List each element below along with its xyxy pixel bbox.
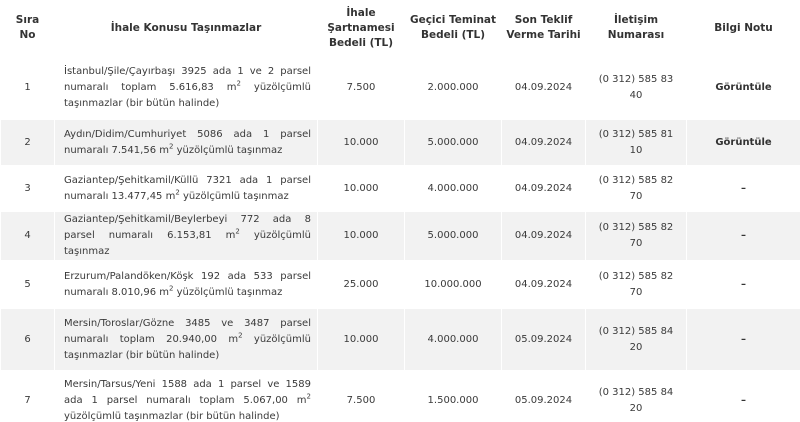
no-note-dash: – — [741, 394, 746, 406]
table-row — [1, 309, 800, 371]
cell-teminat: 1.500.000 — [405, 371, 502, 422]
header-teminat-line1: Geçici Teminat — [409, 14, 497, 26]
subject-text: Erzurum/Palandöken/Köşk 192 ada 533 parsel numaralı 8.010,96 m — [64, 270, 311, 298]
table-row — [1, 371, 800, 422]
cell-tarih: 04.09.2024 — [502, 212, 586, 261]
header-iletisim — [586, 1, 687, 56]
cell-no: 4 — [1, 212, 55, 261]
header-bilgi-label: Bilgi Notu — [714, 21, 773, 34]
header-konu-label: İhale Konusu Taşınmazlar — [110, 21, 262, 34]
cell-telefon: (0 312) 585 83 40 — [586, 56, 687, 120]
subject-text-end: yüzölçümlü taşınmaz — [173, 144, 283, 156]
table-row — [1, 166, 800, 212]
cell-sartname: 10.000 — [318, 309, 405, 371]
header-sartname-line3: Bedeli (TL) — [328, 36, 394, 49]
cell-no: 7 — [1, 371, 55, 422]
cell-subject — [55, 166, 318, 212]
cell-sartname: 7.500 — [318, 56, 405, 120]
subject-text: İstanbul/Şile/Çayırbaşı 3925 ada 1 ve 2 parsel numaralı toplam 5.616,83 m — [64, 65, 311, 93]
table-header — [1, 1, 800, 56]
cell-teminat: 4.000.000 — [405, 166, 502, 212]
cell-sartname: 10.000 — [318, 166, 405, 212]
unit-superscript: 2 — [235, 227, 240, 236]
header-teminat — [405, 1, 502, 56]
header-sartname-line1: İhale — [346, 6, 376, 19]
cell-sartname: 7.500 — [318, 371, 405, 422]
header-bilgi — [687, 1, 800, 56]
cell-telefon: (0 312) 585 82 70 — [586, 212, 687, 261]
no-note-dash: – — [741, 230, 746, 241]
cell-tarih: 05.09.2024 — [502, 309, 586, 371]
table-row — [1, 120, 800, 166]
cell-subject — [55, 371, 318, 422]
cell-telefon: (0 312) 585 82 70 — [586, 261, 687, 309]
subject-text-end: yüzölçümlü taşınmaz — [179, 190, 289, 202]
header-iletisim-label: İletişim Numarası — [607, 14, 665, 41]
subject-text: Mersin/Toroslar/Gözne 3485 ve 3487 parsel numaralı toplam 20.940,00 m — [64, 317, 311, 345]
cell-no: 5 — [1, 261, 55, 309]
unit-superscript: 2 — [168, 142, 174, 151]
cell-bilgi — [687, 309, 800, 371]
header-sartname-line2: Şartnamesi — [327, 21, 395, 34]
header-sira-line2: No — [19, 29, 36, 41]
subject-text-end: yüzölçümlü taşınmaz — [64, 230, 311, 257]
cell-telefon: (0 312) 585 84 20 — [586, 371, 687, 422]
no-note-dash: – — [741, 182, 746, 194]
cell-bilgi — [687, 261, 800, 309]
subject-text-end: yüzölçümlü taşınmazlar (bir bütün halinde) — [64, 410, 280, 422]
subject-text-end: yüzölçümlü taşınmazlar (bir bütün halinde) — [64, 81, 311, 109]
unit-superscript: 2 — [168, 284, 174, 293]
cell-no: 1 — [1, 56, 55, 120]
cell-bilgi — [687, 56, 800, 120]
unit-superscript: 2 — [236, 79, 241, 88]
table-row — [1, 212, 800, 261]
cell-no: 6 — [1, 309, 55, 371]
subject-text: Gaziantep/Şehitkamil/Küllü 7321 ada 1 parsel numaralı 13.477,45 m — [64, 174, 311, 202]
cell-telefon: (0 312) 585 82 70 — [586, 166, 687, 212]
view-note-link[interactable]: Görüntüle — [715, 81, 772, 93]
cell-telefon: (0 312) 585 84 20 — [586, 309, 687, 371]
subject-text-end: yüzölçümlü taşınmazlar (bir bütün halinde) — [64, 333, 311, 361]
no-note-dash: – — [741, 278, 746, 290]
header-sartname — [318, 1, 405, 56]
header-teminat-line2: Bedeli (TL) — [420, 29, 486, 41]
cell-subject — [55, 120, 318, 166]
table-row — [1, 56, 800, 120]
unit-superscript: 2 — [238, 331, 243, 340]
cell-tarih: 04.09.2024 — [502, 166, 586, 212]
cell-teminat: 5.000.000 — [405, 212, 502, 261]
table-row — [1, 261, 800, 309]
view-note-link[interactable]: Görüntüle — [715, 136, 772, 148]
cell-teminat: 2.000.000 — [405, 56, 502, 120]
cell-subject — [55, 261, 318, 309]
cell-teminat: 10.000.000 — [405, 261, 502, 309]
cell-tarih: 04.09.2024 — [502, 56, 586, 120]
cell-bilgi — [687, 166, 800, 212]
subject-text-end: yüzölçümlü taşınmaz — [173, 286, 283, 298]
subject-text: Gaziantep/Şehitkamil/Beylerbeyi 772 ada 8 parsel numaralı 6.153,81 m — [64, 214, 311, 241]
header-sira-line1: Sıra — [15, 14, 40, 26]
header-teklif-line1: Son Teklif — [514, 14, 573, 26]
cell-sartname: 10.000 — [318, 212, 405, 261]
cell-bilgi — [687, 371, 800, 422]
table-body — [1, 56, 800, 422]
unit-superscript: 2 — [306, 392, 311, 401]
cell-sartname: 10.000 — [318, 120, 405, 166]
header-sira-no — [1, 1, 55, 56]
cell-subject — [55, 309, 318, 371]
cell-no: 2 — [1, 120, 55, 166]
subject-text: Aydın/Didim/Cumhuriyet 5086 ada 1 parsel numaralı 7.541,56 m — [64, 128, 311, 156]
header-teklif — [502, 1, 586, 56]
header-konu — [55, 1, 318, 56]
cell-teminat: 4.000.000 — [405, 309, 502, 371]
cell-tarih: 04.09.2024 — [502, 120, 586, 166]
header-teklif-line2: Verme Tarihi — [506, 29, 581, 41]
unit-superscript: 2 — [175, 188, 180, 197]
cell-tarih: 05.09.2024 — [502, 371, 586, 422]
no-note-dash: – — [741, 333, 746, 345]
cell-subject — [55, 56, 318, 120]
subject-text: Mersin/Tarsus/Yeni 1588 ada 1 parsel ve 1589 ada 1 parsel numaralı toplam 5.067,00 m — [64, 378, 311, 406]
cell-teminat: 5.000.000 — [405, 120, 502, 166]
cell-bilgi — [687, 120, 800, 166]
cell-subject — [55, 212, 318, 261]
cell-no: 3 — [1, 166, 55, 212]
cell-sartname: 25.000 — [318, 261, 405, 309]
cell-telefon: (0 312) 585 81 10 — [586, 120, 687, 166]
cell-bilgi — [687, 212, 800, 261]
cell-tarih: 04.09.2024 — [502, 261, 586, 309]
